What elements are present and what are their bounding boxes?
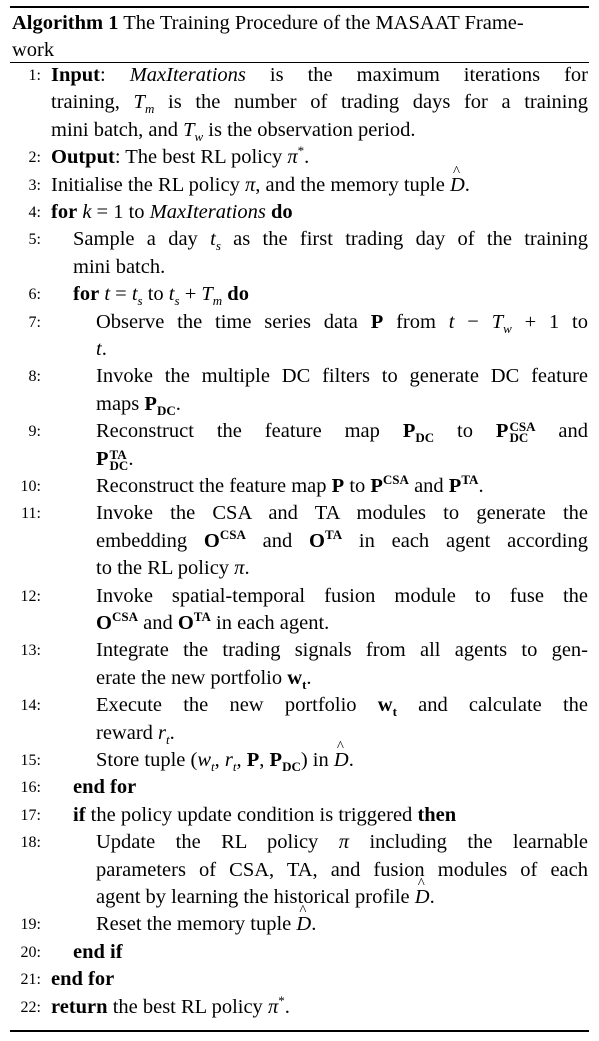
text-run: t (211, 759, 215, 775)
text-run: P (370, 475, 383, 497)
caption-title-1: The Training Procedure of the MASAAT Frame- (123, 12, 524, 34)
text-run: . (464, 173, 470, 196)
line-text (73, 774, 136, 801)
line-number: 5: (28, 231, 41, 249)
text-run: : (100, 64, 130, 86)
text-run: as the first trading day of the training (220, 228, 588, 251)
text-run: ^ D (415, 884, 430, 911)
line-text (51, 62, 588, 89)
line-text (51, 966, 114, 993)
text-run: Input (51, 64, 101, 86)
text-run: do (270, 201, 293, 223)
text-run: . (478, 475, 484, 497)
text-run: . (284, 995, 290, 1018)
text-run: ^ D (334, 747, 349, 774)
text-run: Observe the time series data (96, 310, 371, 333)
line-text (96, 528, 588, 555)
line-text (51, 117, 416, 144)
text-run: , (214, 749, 225, 771)
line-text (51, 199, 293, 226)
text-run: DC (282, 759, 301, 775)
line-text (96, 309, 588, 336)
text-run: CSA (111, 609, 138, 625)
line-text (51, 144, 309, 171)
text-run: t (168, 283, 175, 306)
line-text (96, 692, 588, 719)
text-run: and (535, 420, 588, 443)
text-run: P (448, 475, 462, 497)
text-run: MaxIterations (129, 64, 246, 86)
line-text (51, 89, 588, 116)
line-text (73, 939, 123, 966)
text-run: then (417, 803, 457, 826)
text-run: end for (51, 968, 115, 991)
text-run: π (267, 995, 279, 1018)
text-run: parameters of CSA, TA, and fusion modules of each (96, 858, 588, 881)
line-text (96, 829, 588, 856)
line-number: 17: (20, 806, 41, 824)
text-run: Store tuple ( (96, 749, 198, 771)
line-number: 2: (28, 149, 41, 167)
text-run: , (259, 749, 270, 771)
text-run: the policy update condition is triggered (85, 803, 418, 826)
text-run: end for (73, 776, 137, 799)
text-run: w (503, 320, 512, 336)
math-script: CSA DC (509, 419, 536, 446)
text-run: agent by learning the historical profile (96, 886, 415, 908)
text-run: k (82, 201, 92, 223)
text-run: O (309, 529, 325, 552)
text-run: the best RL policy (107, 995, 268, 1018)
text-run: T (133, 91, 145, 114)
line-text (96, 665, 312, 692)
line-text (96, 637, 588, 664)
line-text (96, 884, 435, 911)
text-run: = (110, 283, 132, 306)
text-run: to (142, 283, 169, 306)
line-number: 7: (28, 313, 41, 331)
text-run: ^ D (296, 911, 311, 938)
line-text (96, 555, 250, 582)
text-run: P (144, 392, 157, 415)
text-run: maps (96, 392, 145, 415)
line-text (73, 281, 249, 308)
text-run: s (137, 293, 143, 309)
text-run: * (297, 143, 305, 159)
text-run: w (287, 666, 303, 689)
text-run: π (234, 557, 245, 580)
text-run: TA (193, 609, 211, 625)
text-run: w (197, 749, 212, 771)
line-text (73, 226, 588, 253)
text-run: and (245, 529, 310, 552)
text-run: π (338, 831, 350, 854)
text-run: Invoke spatial-temporal fusion module to fuse the (96, 584, 588, 607)
line-number: 16: (20, 779, 41, 797)
text-run: Reconstruct the feature map (96, 475, 332, 497)
text-run: t (302, 676, 307, 692)
text-run: return (51, 995, 108, 1018)
text-run: erate the new portfolio (96, 666, 288, 689)
text-run: Reset the memory tuple (96, 913, 297, 936)
text-run: t (210, 228, 216, 251)
text-run: end if (73, 940, 123, 963)
text-run: Invoke the CSA and TA modules to generate the (96, 502, 588, 525)
line-number: 9: (28, 423, 41, 441)
text-run: for (51, 201, 78, 223)
text-run: T (201, 283, 213, 306)
text-run: , and the memory tuple (255, 173, 450, 196)
text-run: Integrate the trading signals from all agents to gen- (96, 639, 588, 662)
text-run: . (175, 392, 181, 415)
line-text (96, 363, 588, 390)
line-number: 14: (20, 697, 41, 715)
text-run: Output (51, 146, 115, 169)
text-run: in each agent. (210, 612, 330, 634)
text-run: for (73, 283, 100, 306)
text-run: ) in (300, 749, 334, 771)
text-run: P (246, 749, 260, 771)
line-text (73, 254, 165, 281)
text-run: t (131, 283, 138, 306)
text-run: Invoke the multiple DC filters to generate DC feature (96, 365, 588, 388)
text-run: P (495, 420, 509, 443)
line-number: 15: (20, 752, 41, 769)
text-run: . (101, 338, 107, 360)
text-run: t (392, 704, 397, 720)
text-run: Execute the new portfolio (96, 694, 378, 717)
text-run: embedding (96, 529, 204, 552)
text-run: P (402, 420, 416, 443)
line-number: 13: (20, 642, 41, 660)
text-run: s (174, 293, 180, 309)
text-run: t (104, 283, 111, 306)
caption-label: Algorithm 1 (12, 12, 119, 34)
text-run: ^ D (450, 172, 465, 199)
text-run: T (183, 118, 195, 141)
line-number: 11: (21, 505, 41, 523)
text-run: . (244, 557, 250, 580)
math-script: TA DC (109, 446, 129, 473)
line-number: 20: (20, 943, 41, 961)
text-run: P (331, 475, 345, 497)
text-run: mini batch. (73, 255, 166, 278)
text-run: P (370, 310, 384, 333)
text-run: t (232, 759, 237, 775)
text-run: , (236, 749, 247, 771)
text-run: . (304, 146, 310, 169)
text-run: to the RL policy (96, 557, 235, 580)
text-run: DC (415, 430, 435, 446)
text-run: and calculate the (396, 694, 588, 717)
text-run: : The best RL policy (114, 146, 288, 169)
text-run: * (278, 992, 285, 1008)
line-number: 21: (20, 971, 41, 989)
text-run: m (212, 293, 223, 309)
line-number: 3: (28, 176, 41, 194)
line-text (96, 391, 181, 418)
text-run: CSA (219, 526, 246, 542)
text-run: from (383, 310, 449, 333)
text-run: DC (156, 402, 176, 418)
text-run: to (344, 475, 371, 497)
text-run: O (96, 612, 112, 634)
text-run: Sample a day (73, 228, 211, 251)
line-number: 12: (20, 587, 41, 605)
line-number: 6: (28, 286, 41, 304)
line-text (96, 418, 588, 445)
top-rule (10, 6, 589, 8)
text-run: . (429, 886, 435, 908)
line-number: 10: (20, 478, 41, 495)
text-run: t (166, 731, 170, 747)
text-run: − (454, 310, 492, 333)
text-run: including the learnable (349, 831, 588, 854)
text-run: . (169, 721, 175, 744)
line-number: 4: (28, 204, 41, 221)
text-run: + (179, 283, 202, 306)
text-run: t (96, 338, 102, 360)
line-text (96, 473, 484, 500)
line-text (96, 911, 316, 938)
line-text (51, 994, 290, 1021)
line-text (51, 172, 470, 199)
line-text (96, 500, 588, 527)
line-text (96, 446, 133, 473)
text-run: training, (51, 91, 134, 114)
text-run: w (377, 694, 393, 717)
text-run: r (158, 721, 167, 744)
text-run: is the observation period. (203, 118, 416, 141)
text-run: . (306, 666, 312, 689)
text-run: TA (325, 526, 343, 542)
text-run: CSA (382, 472, 409, 488)
bottom-rule (10, 1030, 589, 1032)
text-run: to (434, 420, 496, 443)
text-run: . (311, 913, 317, 936)
text-run: s (215, 238, 221, 254)
line-text (96, 720, 175, 747)
text-run: mini batch, and (51, 118, 184, 141)
caption-title-2: work (12, 39, 55, 61)
text-run: in each agent according (342, 529, 588, 552)
text-run: + 1 to (511, 310, 588, 333)
line-number: 22: (20, 998, 41, 1016)
text-run: t (448, 310, 455, 333)
line-number: 8: (28, 368, 41, 386)
text-run: π (244, 173, 256, 196)
text-run: reward (96, 721, 159, 744)
line-text (96, 583, 588, 610)
text-run: is the number of trading days for a training (154, 91, 589, 114)
text-run: and (137, 612, 178, 634)
text-run: . (348, 749, 354, 771)
algorithm-caption (12, 10, 587, 64)
text-run: and (408, 475, 449, 497)
text-run: Initialise the RL policy (51, 173, 245, 196)
text-run: TA (461, 472, 479, 488)
text-run: w (194, 128, 204, 144)
text-run: m (144, 101, 155, 117)
text-run: do (227, 283, 249, 306)
text-run: if (73, 803, 86, 826)
line-number: 18: (20, 834, 41, 852)
line-text (96, 857, 588, 884)
text-run: T (491, 310, 504, 333)
text-run: is the maximum iterations for (245, 64, 588, 86)
text-run: P (269, 749, 283, 771)
line-text (96, 336, 107, 363)
line-text (96, 747, 354, 774)
text-run: r (224, 749, 233, 771)
text-run: Update the RL policy (96, 831, 339, 854)
line-text (96, 610, 329, 637)
line-number: 19: (20, 916, 41, 934)
line-number: 1: (28, 67, 41, 84)
text-run: = 1 to (91, 201, 150, 223)
text-run: Reconstruct the feature map (96, 420, 403, 443)
line-text (73, 802, 456, 829)
text-run: P (96, 447, 109, 470)
text-run: O (203, 529, 220, 552)
text-run: . (128, 447, 134, 470)
text-run: π (287, 146, 298, 169)
text-run: MaxIterations (149, 201, 266, 223)
text-run: O (177, 612, 194, 634)
